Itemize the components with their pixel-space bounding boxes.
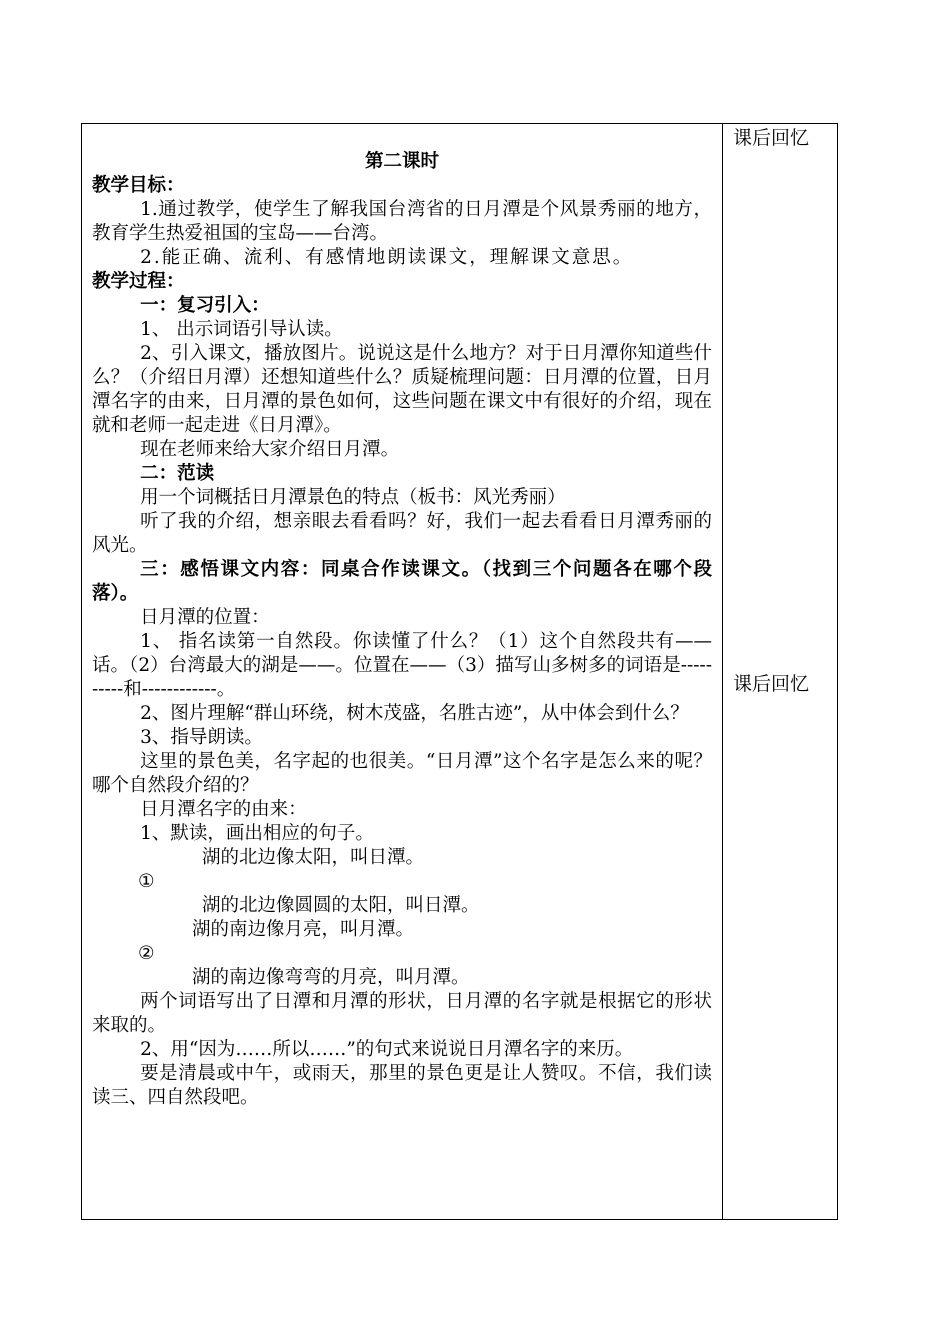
name-origin-heading: 日月潭名字的由来： <box>140 799 307 820</box>
lesson-content-cell <box>82 124 723 1219</box>
review-cell <box>723 124 837 1219</box>
position-step-4: 这里的景色美，名字起的也很美。“日月潭”这个名字是怎么来的呢？哪个自然段介绍的？ <box>92 751 712 796</box>
sentence-1a: 湖的北边像太阳，叫日潭。 <box>202 847 425 868</box>
sentence-2a: 湖的南边像月亮，叫月潭。 <box>192 919 415 940</box>
sentence-marker-1: ① <box>138 871 155 892</box>
sentence-2b: 湖的南边像弯弯的月亮，叫月潭。 <box>192 967 470 988</box>
review-label-top: 课后回忆 <box>733 127 810 149</box>
section-1-heading: 一：复习引入： <box>140 295 270 316</box>
position-step-1: 1、 指名读第一自然段。你读懂了什么？（1）这个自然段共有——话。（2）台湾最大的湖是——。位置在——（3）描写山多树多的词语是----------和------------。 <box>92 631 712 700</box>
section-3-heading: 三：感悟课文内容：同桌合作读课文。（找到三个问题各在哪个段落）。 <box>92 559 712 604</box>
section-1-step-1: 1、 出示词语引导认读。 <box>140 319 343 340</box>
sentence-1b: 湖的北边像圆圆的太阳，叫日潭。 <box>202 895 480 916</box>
position-heading: 日月潭的位置： <box>140 607 270 628</box>
process-heading: 教学过程： <box>92 271 185 292</box>
lesson-title: 第二课时 <box>364 151 439 172</box>
sentence-marker-2: ② <box>138 943 155 964</box>
position-step-3: 3、指导朗读。 <box>140 727 263 748</box>
goals-heading: 教学目标： <box>92 175 185 196</box>
section-1-step-2: 2、引入课文，播放图片。说说这是什么地方？对于日月潭你知道些什么？（介绍日月潭）还想知道些什么？质疑梳理问题：日月潭的位置，日月潭名字的由来，日月潭的景色如何，这些问题在课文中有很好的介绍，现在就和老师一起走进《日月潭》。 <box>92 343 712 436</box>
section-2-heading: 二：范读 <box>140 463 215 484</box>
name-origin-step-2: 两个词语写出了日潭和月潭的形状，日月潭的名字就是根据它的形状来取的。 <box>92 991 712 1036</box>
goal-1: 1.通过教学，使学生了解我国台湾省的日月潭是个风景秀丽的地方，教育学生热爱祖国的宝岛——台湾。 <box>92 199 712 244</box>
review-label-mid: 课后回忆 <box>733 673 810 695</box>
lesson-plan-table <box>81 123 838 1220</box>
position-step-2: 2、图片理解“群山环绕，树木茂盛，名胜古迹”，从中体会到什么？ <box>140 703 689 724</box>
section-2-step-2: 听了我的介绍，想亲眼去看看吗？好，我们一起去看看日月潭秀丽的风光。 <box>92 511 712 556</box>
closing-paragraph: 要是清晨或中午，或雨天，那里的景色更是让人赞叹。不信，我们读读三、四自然段吧。 <box>92 1063 712 1108</box>
goal-2: 2.能正确、流利、有感情地朗读课文，理解课文意思。 <box>140 247 634 268</box>
name-origin-step-1: 1、默读，画出相应的句子。 <box>140 823 374 844</box>
name-origin-step-3: 2、用“因为……所以……”的句式来说说日月潭名字的来历。 <box>140 1039 634 1060</box>
section-1-step-3: 现在老师来给大家介绍日月潭。 <box>140 439 400 460</box>
section-2-step-1: 用一个词概括日月潭景色的特点（板书：风光秀丽） <box>140 487 566 508</box>
